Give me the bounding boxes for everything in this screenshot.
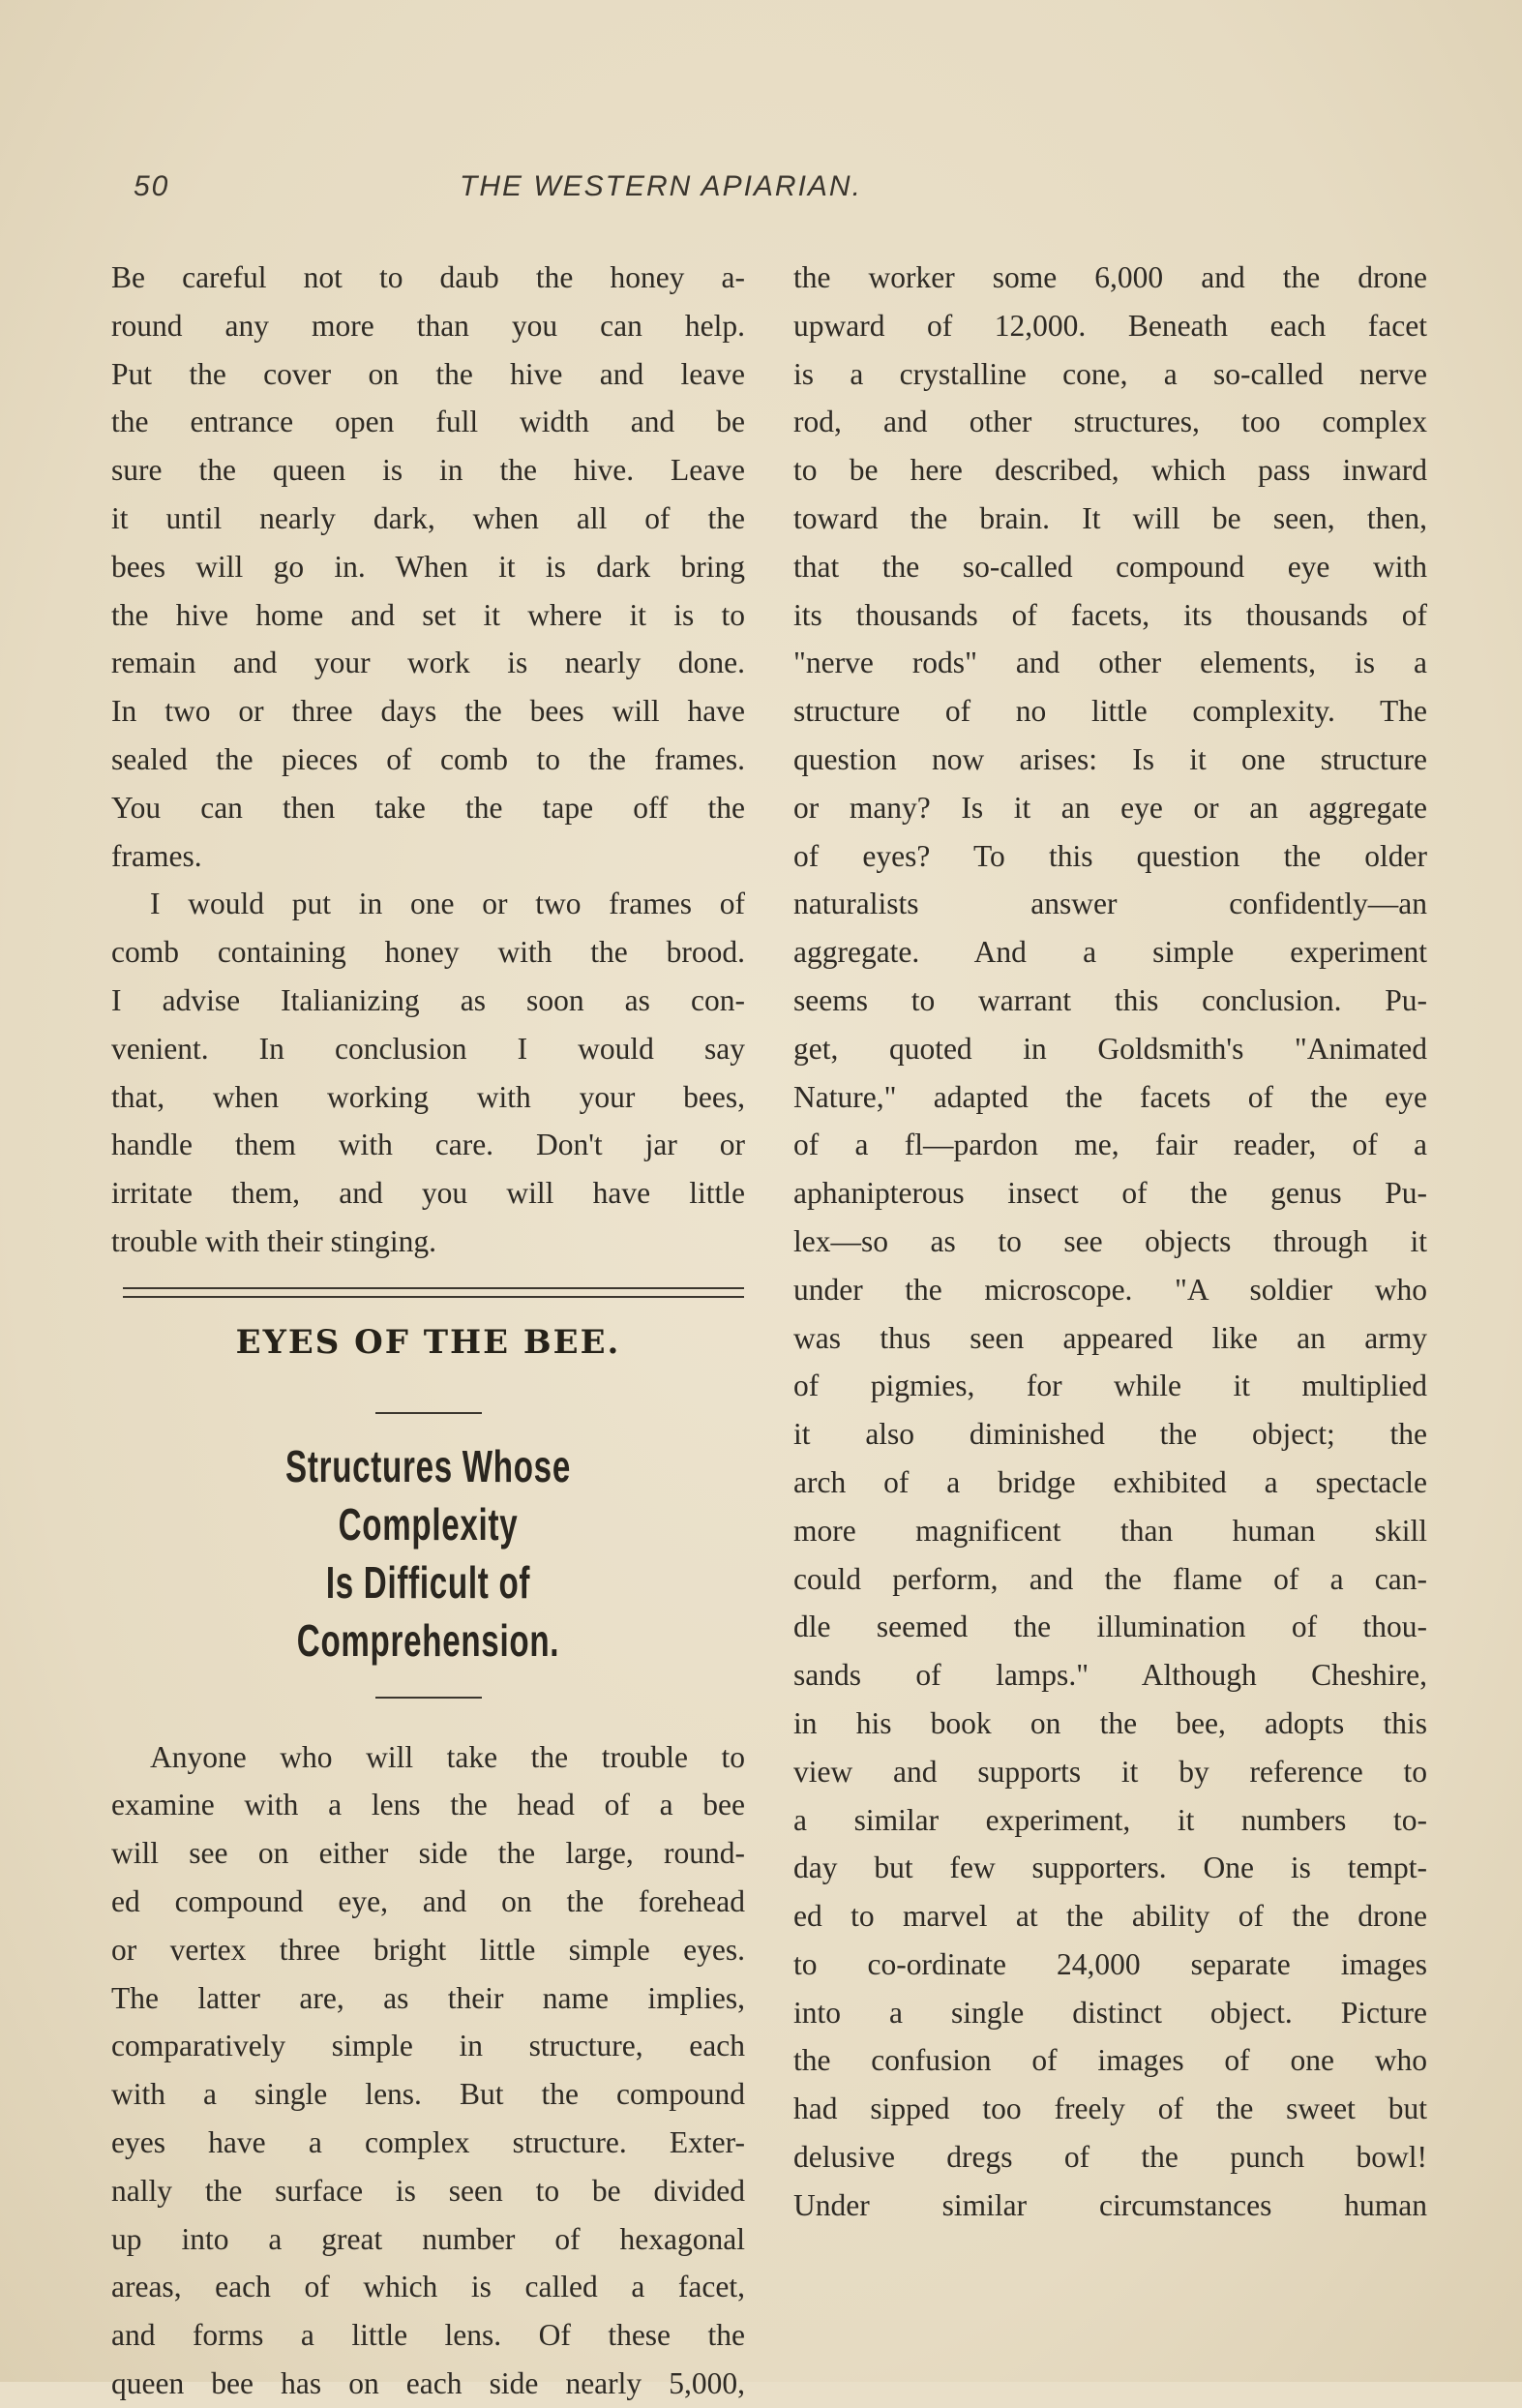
text-line: sure the queen is in the hive. Leave — [111, 453, 745, 488]
text-line: a similar experiment, it numbers to- — [793, 1802, 1427, 1837]
article-title: EYES OF THE BEE. — [235, 1322, 621, 1362]
text-line: nally the surface is seen to be divided — [111, 2173, 745, 2208]
text-line: sands of lamps." Although Cheshire, — [793, 1658, 1427, 1693]
section-divider — [123, 1287, 744, 1298]
text-line: will see on either side the large, round- — [111, 1836, 745, 1871]
subheading-line: Is Difficult of — [325, 1556, 531, 1608]
right-column — [793, 254, 1427, 2230]
title-rule — [375, 1412, 482, 1414]
text-line: bees will go in. When it is dark bring — [111, 549, 745, 584]
text-line: I advise Italianizing as soon as con- — [111, 982, 745, 1017]
text-line: rod, and other structures, too complex — [793, 405, 1427, 439]
text-line: In two or three days the bees will have — [111, 694, 745, 729]
text-line: sealed the pieces of comb to the frames. — [111, 741, 745, 776]
text-line: You can then take the tape off the — [111, 790, 745, 825]
text-line: that, when working with your bees, — [111, 1079, 745, 1114]
text-line: delusive dregs of the punch bowl! — [793, 2140, 1427, 2175]
text-line: is a crystalline cone, a so-called nerve — [793, 356, 1427, 391]
article-body-left — [111, 1733, 745, 2408]
text-line: in his book on the bee, adopts this — [793, 1705, 1427, 1740]
text-line: more magnificent than human skill — [793, 1513, 1427, 1548]
text-line: naturalists answer confidently—an — [793, 887, 1427, 921]
text-line: trouble with their stinging. — [111, 1223, 436, 1258]
subheading-line: Structures Whose Complexity — [285, 1440, 571, 1550]
text-line: examine with a lens the head of a bee — [111, 1788, 745, 1822]
text-line: the entrance open full width and be — [111, 405, 745, 439]
text-line: round any more than you can help. — [111, 308, 745, 343]
text-line: I would put in one or two frames of — [150, 887, 745, 921]
text-line: view and supports it by reference to — [793, 1754, 1427, 1789]
journal-title: THE WESTERN APIARIAN. — [460, 170, 862, 202]
page-number: 50 — [134, 170, 170, 202]
left-column — [111, 254, 745, 2408]
text-line: handle them with care. Don't jar or — [111, 1128, 745, 1162]
text-line: was thus seen appeared like an army — [793, 1320, 1427, 1355]
text-line: Put the cover on the hive and leave — [111, 356, 745, 391]
text-line: eyes have a complex structure. Exter- — [111, 2124, 745, 2159]
text-line: or many? Is it an eye or an aggregate — [793, 790, 1427, 825]
text-line: arch of a bridge exhibited a spectacle — [793, 1464, 1427, 1499]
text-line: comb containing honey with the brood. — [111, 935, 745, 970]
text-line: or vertex three bright little simple eyes. — [111, 1932, 745, 1967]
text-line: frames. — [111, 838, 202, 873]
text-line: aphanipterous insect of the genus Pu- — [793, 1176, 1427, 1211]
text-line: irritate them, and you will have little — [111, 1176, 745, 1211]
text-line: with a single lens. But the compound — [111, 2077, 745, 2112]
intro-paragraph-1 — [111, 254, 745, 880]
text-line: had sipped too freely of the sweet but — [793, 2092, 1427, 2126]
text-line: aggregate. And a simple experiment — [793, 935, 1427, 970]
text-line: get, quoted in Goldsmith's "Animated — [793, 1031, 1427, 1066]
text-line: of eyes? To this question the older — [793, 838, 1427, 873]
text-line: the confusion of images of one who — [793, 2043, 1427, 2078]
text-line: structure of no little complexity. The — [793, 694, 1427, 729]
subheading-line: Comprehension. — [296, 1614, 560, 1666]
article-subheading — [200, 1437, 657, 1670]
text-line: The latter are, as their name implies, — [111, 1980, 745, 2015]
text-line: it until nearly dark, when all of the — [111, 500, 745, 535]
text-line: to be here described, which pass inward — [793, 453, 1427, 488]
text-line: of pigmies, for while it multiplied — [793, 1369, 1427, 1403]
text-line: comparatively simple in structure, each — [111, 2029, 745, 2063]
text-line: ed compound eye, and on the forehead — [111, 1883, 745, 1918]
text-line: areas, each of which is called a facet, — [111, 2270, 745, 2304]
text-line: that the so-called compound eye with — [793, 549, 1427, 584]
text-line: day but few supporters. One is tempt- — [793, 1851, 1427, 1885]
text-line: Nature," adapted the facets of the eye — [793, 1079, 1427, 1114]
text-line: Under similar circumstances human — [793, 2187, 1427, 2222]
text-line: upward of 12,000. Beneath each facet — [793, 308, 1427, 343]
text-line: Be careful not to daub the honey a- — [111, 260, 745, 294]
text-line: could perform, and the flame of a can- — [793, 1561, 1427, 1596]
text-line: queen bee has on each side nearly 5,000, — [111, 2365, 745, 2400]
text-line: it also diminished the object; the — [793, 1417, 1427, 1452]
text-line: ed to marvel at the ability of the drone — [793, 1899, 1427, 1934]
text-line: up into a great number of hexagonal — [111, 2221, 745, 2256]
subheading-rule — [375, 1697, 482, 1699]
text-line: its thousands of facets, its thousands of — [793, 597, 1427, 632]
text-line: to co-ordinate 24,000 separate images — [793, 1946, 1427, 1981]
text-line: the worker some 6,000 and the drone — [793, 260, 1427, 294]
text-line: remain and your work is nearly done. — [111, 646, 745, 680]
text-line: question now arises: Is it one structure — [793, 741, 1427, 776]
text-line: "nerve rods" and other elements, is a — [793, 646, 1427, 680]
intro-paragraph-2 — [111, 880, 745, 1265]
text-line: toward the brain. It will be seen, then, — [793, 500, 1427, 535]
text-line: Anyone who will take the trouble to — [150, 1739, 745, 1774]
running-head — [126, 165, 1413, 213]
text-line: lex—so as to see objects through it — [793, 1223, 1427, 1258]
text-line: seems to warrant this conclusion. Pu- — [793, 982, 1427, 1017]
text-line: under the microscope. "A soldier who — [793, 1272, 1427, 1307]
text-line: the hive home and set it where it is to — [111, 597, 745, 632]
text-line: of a fl—pardon me, fair reader, of a — [793, 1128, 1427, 1162]
text-line: dle seemed the illumination of thou- — [793, 1610, 1427, 1644]
text-line: and forms a little lens. Of these the — [111, 2318, 745, 2353]
text-line: into a single distinct object. Picture — [793, 1995, 1427, 2030]
text-line: venient. In conclusion I would say — [111, 1031, 745, 1066]
